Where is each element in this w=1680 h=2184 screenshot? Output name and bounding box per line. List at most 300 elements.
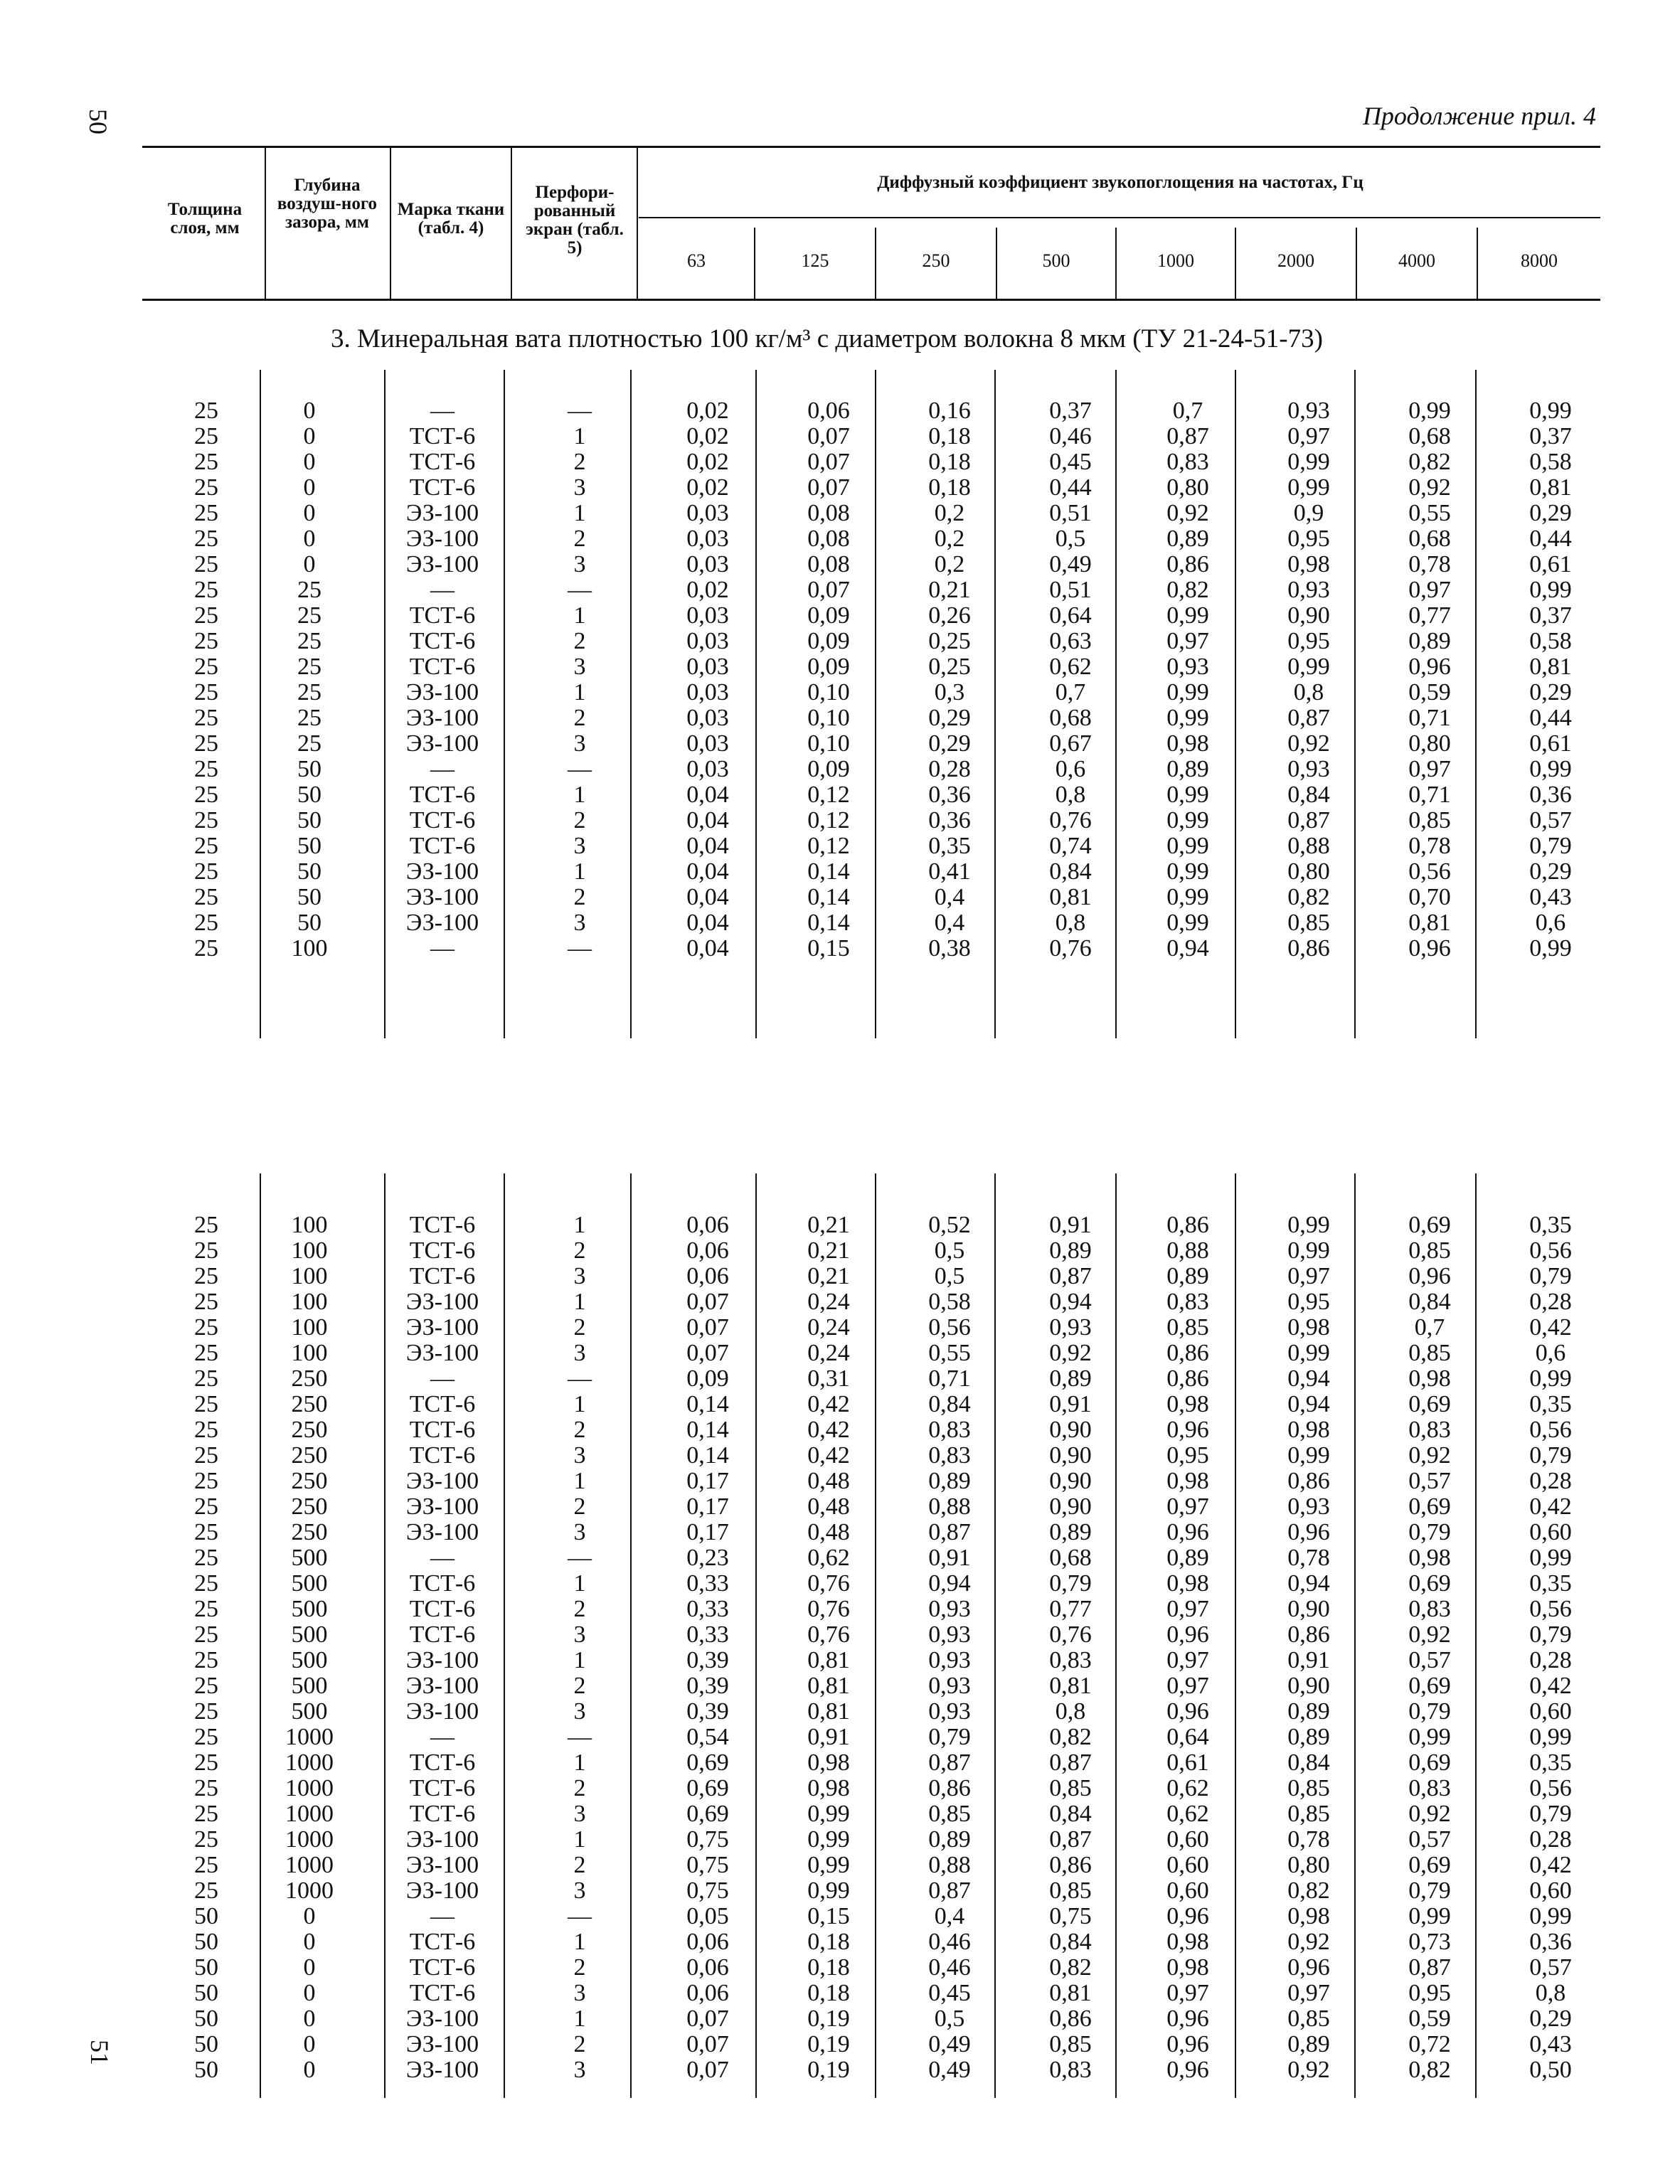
cell-fabric: ТСТ-6	[409, 1417, 476, 1443]
cell-2000: 0,85	[1287, 2005, 1330, 2032]
cell-thickness: 25	[194, 858, 218, 885]
cell-125: 0,48	[807, 1493, 850, 1520]
cell-250: 0,83	[928, 1442, 971, 1469]
cell-63: 0,04	[686, 782, 729, 808]
cell-4000: 0,98	[1408, 1365, 1451, 1392]
cell-fabric: ТСТ-6	[409, 1954, 476, 1981]
cell-4000: 0,85	[1408, 1340, 1451, 1366]
cell-8000: 0,56	[1529, 1775, 1572, 1801]
cell-250: 0,5	[934, 1263, 965, 1289]
cell-4000: 0,83	[1408, 1417, 1451, 1443]
cell-1000: 0,96	[1166, 1903, 1209, 1929]
cell-4000: 0,70	[1408, 884, 1451, 910]
cell-4000: 0,95	[1408, 1980, 1451, 2006]
cell-500: 0,90	[1049, 1417, 1092, 1443]
cell-8000: 0,79	[1529, 1621, 1572, 1648]
cell-125: 0,08	[807, 551, 850, 577]
cell-63: 0,06	[686, 1237, 729, 1264]
cell-air-gap: 25	[297, 654, 321, 680]
cell-fabric: ЭЗ-100	[405, 858, 479, 885]
cell-fabric: ЭЗ-100	[405, 1826, 479, 1853]
cell-2000: 0,90	[1287, 1596, 1330, 1622]
cell-fabric: ТСТ-6	[409, 1749, 476, 1776]
cell-125: 0,98	[807, 1775, 850, 1801]
cell-screen: 3	[573, 910, 586, 936]
cell-fabric: ЭЗ-100	[405, 730, 479, 757]
cell-4000: 0,59	[1408, 679, 1451, 705]
cell-fabric: ЭЗ-100	[405, 2005, 479, 2032]
cell-125: 0,98	[807, 1749, 850, 1776]
cell-500: 0,63	[1049, 628, 1092, 654]
cell-fabric: ТСТ-6	[409, 1442, 476, 1469]
cell-fabric: —	[430, 1545, 454, 1571]
cell-1000: 0,62	[1166, 1775, 1209, 1801]
cell-2000: 0,94	[1287, 1391, 1330, 1417]
cell-8000: 0,36	[1529, 782, 1572, 808]
cell-250: 0,18	[928, 474, 971, 501]
cell-air-gap: 25	[297, 679, 321, 705]
cell-2000: 0,8	[1293, 679, 1324, 705]
cell-1000: 0,99	[1166, 833, 1209, 859]
cell-screen: —	[568, 935, 592, 962]
cell-8000: 0,99	[1529, 1545, 1572, 1571]
cell-250: 0,2	[934, 526, 965, 552]
table-row	[142, 910, 1600, 936]
cell-thickness: 25	[194, 705, 218, 731]
continuation-title: Продолжение прил. 4	[1362, 102, 1596, 130]
cell-8000: 0,42	[1529, 1673, 1572, 1699]
cell-fabric: ТСТ-6	[409, 1801, 476, 1827]
cell-125: 0,12	[807, 782, 850, 808]
cell-air-gap: 250	[291, 1417, 328, 1443]
cell-500: 0,84	[1049, 1801, 1092, 1827]
cell-8000: 0,99	[1529, 1365, 1572, 1392]
cell-250: 0,21	[928, 577, 971, 603]
cell-125: 0,24	[807, 1340, 850, 1366]
cell-2000: 0,92	[1287, 730, 1330, 757]
cell-125: 0,09	[807, 756, 850, 782]
cell-air-gap: 100	[291, 935, 328, 962]
cell-125: 0,15	[807, 1903, 850, 1929]
cell-air-gap: 0	[303, 474, 316, 501]
header-freq-divider	[1477, 228, 1478, 299]
cell-4000: 0,57	[1408, 1647, 1451, 1673]
cell-thickness: 25	[194, 654, 218, 680]
cell-500: 0,85	[1049, 1775, 1092, 1801]
cell-2000: 0,93	[1287, 756, 1330, 782]
cell-2000: 0,94	[1287, 1570, 1330, 1597]
cell-250: 0,25	[928, 628, 971, 654]
cell-125: 0,76	[807, 1596, 850, 1622]
header-divider	[265, 148, 266, 299]
cell-8000: 0,6	[1535, 1340, 1566, 1366]
cell-250: 0,55	[928, 1340, 971, 1366]
cell-1000: 0,96	[1166, 1621, 1209, 1648]
cell-250: 0,18	[928, 423, 971, 449]
cell-63: 0,03	[686, 551, 729, 577]
cell-air-gap: 50	[297, 884, 321, 910]
cell-2000: 0,99	[1287, 449, 1330, 475]
cell-500: 0,51	[1049, 500, 1092, 526]
cell-air-gap: 50	[297, 807, 321, 833]
cell-63: 0,09	[686, 1365, 729, 1392]
cell-1000: 0,83	[1166, 449, 1209, 475]
cell-500: 0,90	[1049, 1468, 1092, 1494]
cell-2000: 0,94	[1287, 1365, 1330, 1392]
cell-4000: 0,98	[1408, 1545, 1451, 1571]
cell-1000: 0,99	[1166, 602, 1209, 629]
cell-fabric: ТСТ-6	[409, 782, 476, 808]
cell-63: 0,04	[686, 833, 729, 859]
cell-250: 0,91	[928, 1545, 971, 1571]
cell-2000: 0,86	[1287, 1468, 1330, 1494]
cell-fabric: —	[430, 577, 454, 603]
cell-500: 0,8	[1055, 1698, 1086, 1725]
cell-thickness: 25	[194, 1237, 218, 1264]
cell-air-gap: 0	[303, 526, 316, 552]
cell-thickness: 25	[194, 1749, 218, 1776]
cell-63: 0,03	[686, 602, 729, 629]
cell-500: 0,5	[1055, 526, 1086, 552]
cell-250: 0,46	[928, 1929, 971, 1955]
cell-air-gap: 50	[297, 858, 321, 885]
cell-63: 0,07	[686, 2031, 729, 2057]
cell-thickness: 50	[194, 1980, 218, 2006]
cell-thickness: 25	[194, 1826, 218, 1853]
cell-air-gap: 25	[297, 628, 321, 654]
cell-screen: 3	[573, 1980, 586, 2006]
cell-1000: 0,60	[1166, 1826, 1209, 1853]
cell-screen: 3	[573, 1340, 586, 1366]
table-row	[142, 449, 1600, 475]
cell-2000: 0,80	[1287, 1852, 1330, 1878]
table-row	[142, 603, 1600, 629]
cell-screen: 1	[573, 1391, 586, 1417]
cell-8000: 0,60	[1529, 1519, 1572, 1545]
cell-thickness: 25	[194, 1468, 218, 1494]
cell-63: 0,39	[686, 1698, 729, 1725]
cell-1000: 0,98	[1166, 730, 1209, 757]
cell-thickness: 25	[194, 679, 218, 705]
cell-air-gap: 500	[291, 1647, 328, 1673]
cell-1000: 0,98	[1166, 1929, 1209, 1955]
cell-fabric: —	[430, 1724, 454, 1750]
cell-screen: 3	[573, 1877, 586, 1904]
cell-500: 0,37	[1049, 398, 1092, 424]
cell-500: 0,76	[1049, 807, 1092, 833]
cell-500: 0,86	[1049, 1852, 1092, 1878]
cell-air-gap: 250	[291, 1519, 328, 1545]
cell-500: 0,79	[1049, 1570, 1092, 1597]
cell-1000: 0,96	[1166, 1519, 1209, 1545]
cell-125: 0,12	[807, 833, 850, 859]
cell-500: 0,62	[1049, 654, 1092, 680]
cell-63: 0,17	[686, 1519, 729, 1545]
cell-63: 0,69	[686, 1775, 729, 1801]
cell-2000: 0,97	[1287, 423, 1330, 449]
cell-thickness: 25	[194, 1519, 218, 1545]
cell-air-gap: 250	[291, 1468, 328, 1494]
table-row	[142, 731, 1600, 757]
cell-thickness: 25	[194, 756, 218, 782]
cell-air-gap: 1000	[285, 1852, 334, 1878]
cell-fabric: ЭЗ-100	[405, 1340, 479, 1366]
cell-125: 0,31	[807, 1365, 850, 1392]
cell-air-gap: 250	[291, 1365, 328, 1392]
cell-63: 0,02	[686, 423, 729, 449]
cell-8000: 0,29	[1529, 679, 1572, 705]
cell-thickness: 25	[194, 1365, 218, 1392]
cell-screen: 1	[573, 1749, 586, 1776]
cell-63: 0,02	[686, 398, 729, 424]
cell-fabric: ТСТ-6	[409, 1929, 476, 1955]
cell-63: 0,06	[686, 1263, 729, 1289]
cell-2000: 0,99	[1287, 474, 1330, 501]
cell-63: 0,04	[686, 807, 729, 833]
cell-1000: 0,89	[1166, 756, 1209, 782]
cell-thickness: 50	[194, 2005, 218, 2032]
cell-screen: 1	[573, 679, 586, 705]
cell-1000: 0,82	[1166, 577, 1209, 603]
cell-2000: 0,93	[1287, 577, 1330, 603]
cell-250: 0,89	[928, 1826, 971, 1853]
cell-500: 0,90	[1049, 1493, 1092, 1520]
cell-500: 0,76	[1049, 1621, 1092, 1648]
table-row	[142, 1981, 1600, 2006]
cell-4000: 0,92	[1408, 474, 1451, 501]
cell-125: 0,48	[807, 1519, 850, 1545]
cell-125: 0,10	[807, 705, 850, 731]
cell-screen: 3	[573, 1621, 586, 1648]
table-row	[142, 1904, 1600, 1929]
cell-63: 0,03	[686, 654, 729, 680]
cell-63: 0,06	[686, 1929, 729, 1955]
cell-500: 0,77	[1049, 1596, 1092, 1622]
cell-8000: 0,56	[1529, 1237, 1572, 1264]
cell-8000: 0,57	[1529, 807, 1572, 833]
cell-125: 0,91	[807, 1724, 850, 1750]
cell-1000: 0,99	[1166, 782, 1209, 808]
cell-screen: 1	[573, 1647, 586, 1673]
cell-4000: 0,77	[1408, 602, 1451, 629]
cell-thickness: 25	[194, 1673, 218, 1699]
cell-fabric: ТСТ-6	[409, 1391, 476, 1417]
cell-air-gap: 1000	[285, 1877, 334, 1904]
table-row	[142, 398, 1600, 424]
cell-63: 0,33	[686, 1621, 729, 1648]
cell-screen: 2	[573, 1237, 586, 1264]
cell-63: 0,07	[686, 1289, 729, 1315]
cell-250: 0,49	[928, 2031, 971, 2057]
cell-1000: 0,98	[1166, 1954, 1209, 1981]
cell-1000: 0,97	[1166, 1596, 1209, 1622]
table-row	[142, 1776, 1600, 1801]
cell-250: 0,49	[928, 2057, 971, 2083]
cell-1000: 0,93	[1166, 654, 1209, 680]
cell-63: 0,06	[686, 1980, 729, 2006]
cell-1000: 0,96	[1166, 1698, 1209, 1725]
cell-fabric: ЭЗ-100	[405, 1468, 479, 1494]
cell-2000: 0,88	[1287, 833, 1330, 859]
cell-8000: 0,79	[1529, 1263, 1572, 1289]
cell-air-gap: 1000	[285, 1724, 334, 1750]
cell-air-gap: 0	[303, 2057, 316, 2083]
cell-4000: 0,73	[1408, 1929, 1451, 1955]
cell-8000: 0,35	[1529, 1570, 1572, 1597]
cell-air-gap: 0	[303, 1954, 316, 1981]
cell-8000: 0,28	[1529, 1826, 1572, 1853]
header-freq-500: 500	[1042, 250, 1070, 271]
cell-thickness: 50	[194, 2057, 218, 2083]
table-row	[142, 757, 1600, 782]
cell-thickness: 25	[194, 398, 218, 424]
cell-8000: 0,58	[1529, 628, 1572, 654]
cell-2000: 0,99	[1287, 1212, 1330, 1238]
cell-2000: 0,87	[1287, 705, 1330, 731]
header-freq-divider	[1235, 228, 1236, 299]
cell-4000: 0,78	[1408, 833, 1451, 859]
cell-125: 0,48	[807, 1468, 850, 1494]
cell-2000: 0,93	[1287, 398, 1330, 424]
cell-air-gap: 1000	[285, 1749, 334, 1776]
cell-1000: 0,89	[1166, 1263, 1209, 1289]
table-block-2	[142, 1213, 1600, 2094]
header-freq-8000: 8000	[1521, 250, 1558, 271]
cell-screen: 1	[573, 2005, 586, 2032]
cell-fabric: ТСТ-6	[409, 1621, 476, 1648]
cell-125: 0,19	[807, 2031, 850, 2057]
table-row	[142, 859, 1600, 885]
cell-screen: —	[568, 1365, 592, 1392]
cell-125: 0,99	[807, 1801, 850, 1827]
cell-8000: 0,60	[1529, 1698, 1572, 1725]
cell-500: 0,64	[1049, 602, 1092, 629]
cell-4000: 0,83	[1408, 1775, 1451, 1801]
cell-125: 0,10	[807, 730, 850, 757]
header-freq-divider	[1356, 228, 1357, 299]
cell-screen: 1	[573, 500, 586, 526]
cell-63: 0,04	[686, 884, 729, 910]
cell-4000: 0,56	[1408, 858, 1451, 885]
cell-fabric: ЭЗ-100	[405, 1519, 479, 1545]
cell-fabric: —	[430, 1903, 454, 1929]
cell-screen: 2	[573, 884, 586, 910]
cell-air-gap: 0	[303, 2005, 316, 2032]
table-row	[142, 2057, 1600, 2083]
cell-4000: 0,69	[1408, 1391, 1451, 1417]
cell-4000: 0,69	[1408, 1570, 1451, 1597]
cell-500: 0,67	[1049, 730, 1092, 757]
table-row	[142, 2006, 1600, 2032]
cell-fabric: ЭЗ-100	[405, 500, 479, 526]
cell-air-gap: 0	[303, 1980, 316, 2006]
page-number-top: 50	[84, 109, 112, 134]
cell-fabric: ТСТ-6	[409, 449, 476, 475]
cell-thickness: 50	[194, 1903, 218, 1929]
cell-63: 0,03	[686, 679, 729, 705]
cell-fabric: ЭЗ-100	[405, 679, 479, 705]
cell-250: 0,93	[928, 1673, 971, 1699]
cell-4000: 0,96	[1408, 654, 1451, 680]
cell-2000: 0,95	[1287, 526, 1330, 552]
cell-air-gap: 25	[297, 730, 321, 757]
table-row	[142, 552, 1600, 577]
cell-thickness: 25	[194, 1289, 218, 1315]
cell-125: 0,18	[807, 1980, 850, 2006]
cell-1000: 0,97	[1166, 1980, 1209, 2006]
cell-thickness: 25	[194, 1314, 218, 1341]
cell-125: 0,62	[807, 1545, 850, 1571]
cell-fabric: ЭЗ-100	[405, 884, 479, 910]
cell-63: 0,14	[686, 1417, 729, 1443]
table-row	[142, 2032, 1600, 2057]
cell-1000: 0,60	[1166, 1852, 1209, 1878]
cell-1000: 0,99	[1166, 910, 1209, 936]
cell-fabric: ЭЗ-100	[405, 2031, 479, 2057]
cell-63: 0,02	[686, 449, 729, 475]
cell-1000: 0,86	[1166, 1365, 1209, 1392]
cell-250: 0,36	[928, 782, 971, 808]
cell-125: 0,76	[807, 1621, 850, 1648]
cell-4000: 0,80	[1408, 730, 1451, 757]
cell-thickness: 25	[194, 1417, 218, 1443]
cell-500: 0,49	[1049, 551, 1092, 577]
table-row	[142, 808, 1600, 833]
cell-63: 0,03	[686, 526, 729, 552]
cell-500: 0,89	[1049, 1237, 1092, 1264]
table-row	[142, 1238, 1600, 1264]
cell-4000: 0,99	[1408, 1724, 1451, 1750]
table-row	[142, 1341, 1600, 1366]
cell-250: 0,18	[928, 449, 971, 475]
cell-63: 0,02	[686, 474, 729, 501]
cell-500: 0,91	[1049, 1212, 1092, 1238]
cell-8000: 0,36	[1529, 1929, 1572, 1955]
cell-fabric: —	[430, 756, 454, 782]
header-freq-250: 250	[922, 250, 950, 271]
cell-500: 0,92	[1049, 1340, 1092, 1366]
cell-1000: 0,96	[1166, 2005, 1209, 2032]
cell-air-gap: 100	[291, 1314, 328, 1341]
cell-4000: 0,79	[1408, 1698, 1451, 1725]
cell-4000: 0,69	[1408, 1493, 1451, 1520]
cell-fabric: ЭЗ-100	[405, 1314, 479, 1341]
cell-8000: 0,79	[1529, 1442, 1572, 1469]
cell-4000: 0,89	[1408, 628, 1451, 654]
cell-air-gap: 25	[297, 577, 321, 603]
cell-4000: 0,92	[1408, 1442, 1451, 1469]
cell-63: 0,03	[686, 730, 729, 757]
cell-125: 0,18	[807, 1929, 850, 1955]
cell-8000: 0,29	[1529, 858, 1572, 885]
cell-125: 0,09	[807, 628, 850, 654]
cell-250: 0,4	[934, 884, 965, 910]
cell-63: 0,33	[686, 1570, 729, 1597]
cell-2000: 0,9	[1293, 500, 1324, 526]
cell-air-gap: 1000	[285, 1826, 334, 1853]
table-row	[142, 654, 1600, 680]
cell-2000: 0,93	[1287, 1493, 1330, 1520]
cell-250: 0,4	[934, 1903, 965, 1929]
cell-500: 0,45	[1049, 449, 1092, 475]
cell-screen: 3	[573, 1801, 586, 1827]
cell-air-gap: 0	[303, 2031, 316, 2057]
table-row	[142, 1417, 1600, 1443]
cell-air-gap: 100	[291, 1263, 328, 1289]
cell-fabric: ЭЗ-100	[405, 1852, 479, 1878]
cell-1000: 0,86	[1166, 1212, 1209, 1238]
cell-125: 0,15	[807, 935, 850, 962]
